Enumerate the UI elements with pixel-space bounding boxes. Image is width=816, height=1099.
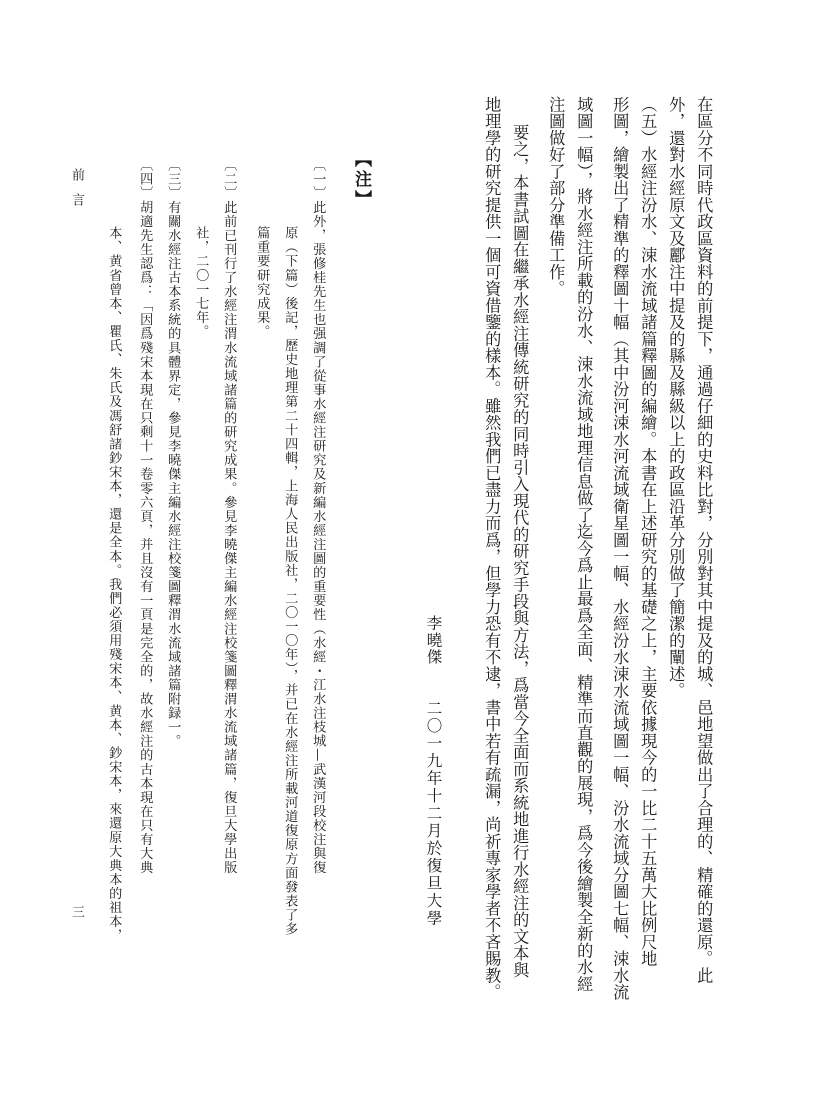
body-line: （五）水經注汾水、涑水流域諸篇釋圖的編繪。本書在上述研究的基礎之上，主要依據現今的一比二十五萬大比例尺地 [638,96,658,967]
notes-heading: 【注】 [351,150,371,210]
note-line: 社，二〇一七年。 [193,226,209,339]
body-line: 地理學的研究提供一個可資借鑒的樣本。雖然我們已盡力而爲，但學力恐有不逮，書中若有疏漏，尚祈專家學者不吝賜教。 [482,96,502,1001]
body-line: 形圖，繪製出了精準的釋圖十幅（其中汾河涑水河流域衛星圖一幅、水經汾水涑水流域圖一幅、汾水流域分圖七幅、涑水流 [610,96,630,1001]
body-line: 域圖一幅），將水經注所載的汾水、涑水流域地理信息做了迄今爲止最爲全面、精準而直觀的展現，爲今後繪製全新的水經 [574,96,594,993]
body-line: 注圖做好了部分準備工作。 [546,96,566,297]
note-line: 篇重要研究成果。 [254,226,270,339]
note-line: 〔三〕有關水經注古本系統的具體界定，參見李曉傑主編水經注校箋圖釋渭水流域諸篇附録一。 [165,158,181,749]
note-line: 〔二〕此前已刊行了水經注渭水流域諸篇的研究成果。參見李曉傑主編水經注校箋圖釋渭水流域諸篇，復旦大學出版 [221,158,237,875]
note-line: 本、黄省曾本、瞿氏、朱氏及馮舒諸鈔宋本，還是全本。我們必須用殘宋本、黄本、鈔宋本，來還原大典本的祖本， [106,226,122,943]
signature-date: 二〇一九年十二月於復旦大學 [424,700,443,928]
running-section-title: 前言 [69,168,84,218]
note-line: 原（下篇）後記，歷史地理第二十四輯，上海人民出版社，二〇一〇年），并已在水經注所載河道復原方面發表了多 [282,226,298,936]
note-line: 〔四〕胡適先生認爲：「因爲殘宋本現在只剩十一卷零六頁，并且沒有一頁是完全的，故水經注的古本現在只有大典 [137,158,153,875]
author-name: 李曉傑 [424,615,443,666]
page-number: 三 [69,905,84,930]
note-line: 〔一〕此外，張修桂先生也强調了從事水經注研究及新編水經注圖的重要性（水經・江水注枝城—武漢河段校注與復 [310,158,326,875]
body-line: 外，還對水經原文及酈注中提及的縣及縣級以上的政區沿革分別做了簡潔的闡述。 [666,96,686,699]
body-line: 在區分不同時代政區資料的前提下，通過仔細的史料比對，分別對其中提及的城、邑地望做出了合理的、精確的還原。此 [694,96,714,984]
body-line: 要之，本書試圖在繼承水經注傳統研究的同時引入現代的研究手段與方法，爲當今全面而系統地進行水經注的文本與 [510,124,530,979]
